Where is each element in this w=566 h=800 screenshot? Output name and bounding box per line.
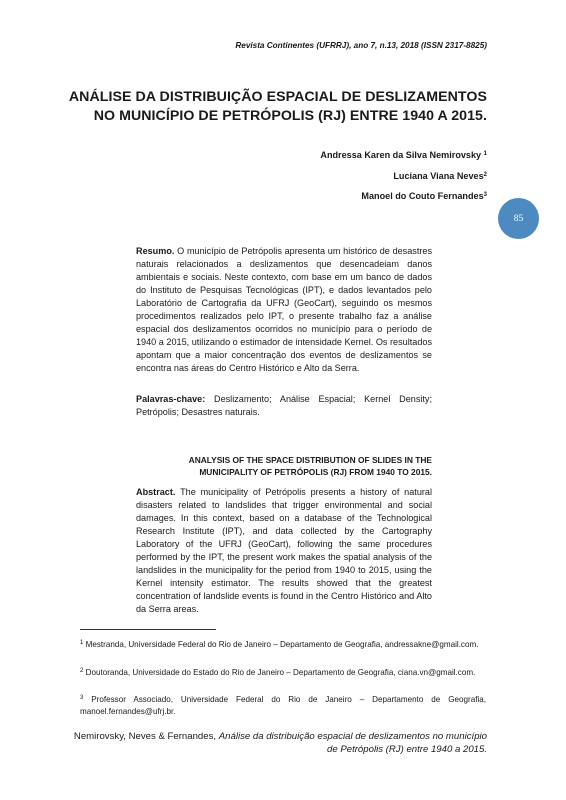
paper-title-line-2: NO MUNICÍPIO DE PETRÓPOLIS (RJ) ENTRE 1940 A 2015.	[93, 108, 487, 124]
abstract-text: The municipality of Petrópolis presents a history of natural disasters related to landslides that trigger environmental and social damages. In this context, based on a database of the Technological Research Institute (IPT), and data collected by the Cartography Laboratory of the UFRJ (GeoCart), following the same procedures performed by the IPT, the present work makes the spatial analysis of the landslides in the municipality for the period from 1940 to 2015, using the Kernel intensity estimator. The results showed that the greatest concentration of landslide events is found in the Centro Histórico and Alto da Serra areas.	[136, 487, 432, 615]
english-title	[136, 454, 432, 479]
author-3	[320, 191, 487, 212]
english-title-line-1: ANALYSIS OF THE SPACE DISTRIBUTION OF SLIDES IN THE	[188, 455, 432, 465]
paper-title	[67, 88, 487, 126]
footnote-2	[80, 667, 486, 679]
page-footer	[67, 730, 487, 757]
abstract-label: Abstract.	[136, 487, 176, 497]
author-1	[320, 150, 487, 171]
footnote-mark: 2	[80, 668, 84, 674]
footnote-marker[interactable]: 1	[483, 151, 487, 157]
footnote-text: Mestranda, Universidade Federal do Rio de Janeiro – Departamento de Geografia, andressakne@gmail.com.	[85, 640, 479, 649]
footnote-text: Professor Associado, Universidade Federal do Rio de Janeiro – Departamento de Geografia, manoel.fernandes@ufrj.br.	[80, 695, 487, 716]
english-title-line-2: MUNICIPALITY OF PETRÓPOLIS (RJ) FROM 1940 TO 2015.	[199, 467, 432, 478]
author-name: Luciana Viana Neves	[393, 170, 484, 181]
journal-header: Revista Continentes (UFRRJ), ano 7, n.13, 2018 (ISSN 2317-8825)	[235, 41, 487, 50]
author-name: Manoel do Couto Fernandes	[361, 191, 484, 201]
resumo-text: O município de Petrópolis apresenta um histórico de desastres naturais relacionados a deslizamentos que desencadeiam danos ambientais e sociais. Neste contexto, com base em um banco de dados do Instituto de Pesquisas Tecnológicas (IPT), e dados levantados pelo Laboratório de Cartografia da UFRJ (GeoCart), seguindo os mesmos procedimentos realizados pelo IPT, o presente trabalho faz a análise espacial dos deslizamentos ocorridos no município para o período de 1940 a 2015, utilizando o estimador de intensidade Kernel. Os resultados apontam que a maior concentração dos eventos de deslizamentos se encontra nas áreas do Centro Histórico e Alto da Serra.	[136, 246, 432, 374]
page-number-badge: 85	[498, 198, 539, 239]
footnote-marker[interactable]: 2	[483, 171, 487, 178]
resumo-label: Resumo.	[136, 246, 175, 256]
resumo-paragraph	[136, 245, 432, 375]
footnote-divider	[80, 629, 216, 630]
author-2	[320, 171, 487, 192]
footnote-1	[80, 639, 486, 651]
keywords-label: Palavras-chave:	[136, 394, 206, 404]
footnote-mark: 1	[80, 640, 84, 646]
footnote-3	[80, 694, 486, 717]
abstract-paragraph	[136, 486, 432, 616]
footer-title: Análise da distribuição espacial de deslizamentos no município de Petrópolis (RJ) entre 1940 a 2015.	[218, 731, 487, 756]
paper-title-line-1: ANÁLISE DA DISTRIBUIÇÃO ESPACIAL DE DESLIZAMENTOS	[68, 89, 487, 105]
footer-authors: Nemirovsky, Neves & Fernandes,	[73, 731, 217, 742]
footnote-marker[interactable]: 3	[483, 192, 487, 198]
footnote-mark: 3	[80, 695, 84, 701]
footnote-text: Doutoranda, Universidade do Estado do Rio de Janeiro – Departamento de Geografia, ciana.vn@gmail.com.	[85, 668, 476, 677]
keywords-text: Deslizamento; Análise Espacial; Kernel Density; Petrópolis; Desastres naturais.	[136, 394, 432, 418]
author-list	[320, 150, 487, 212]
keywords-paragraph	[136, 393, 432, 419]
author-name: Andressa Karen da Silva Nemirovsky	[320, 150, 482, 160]
